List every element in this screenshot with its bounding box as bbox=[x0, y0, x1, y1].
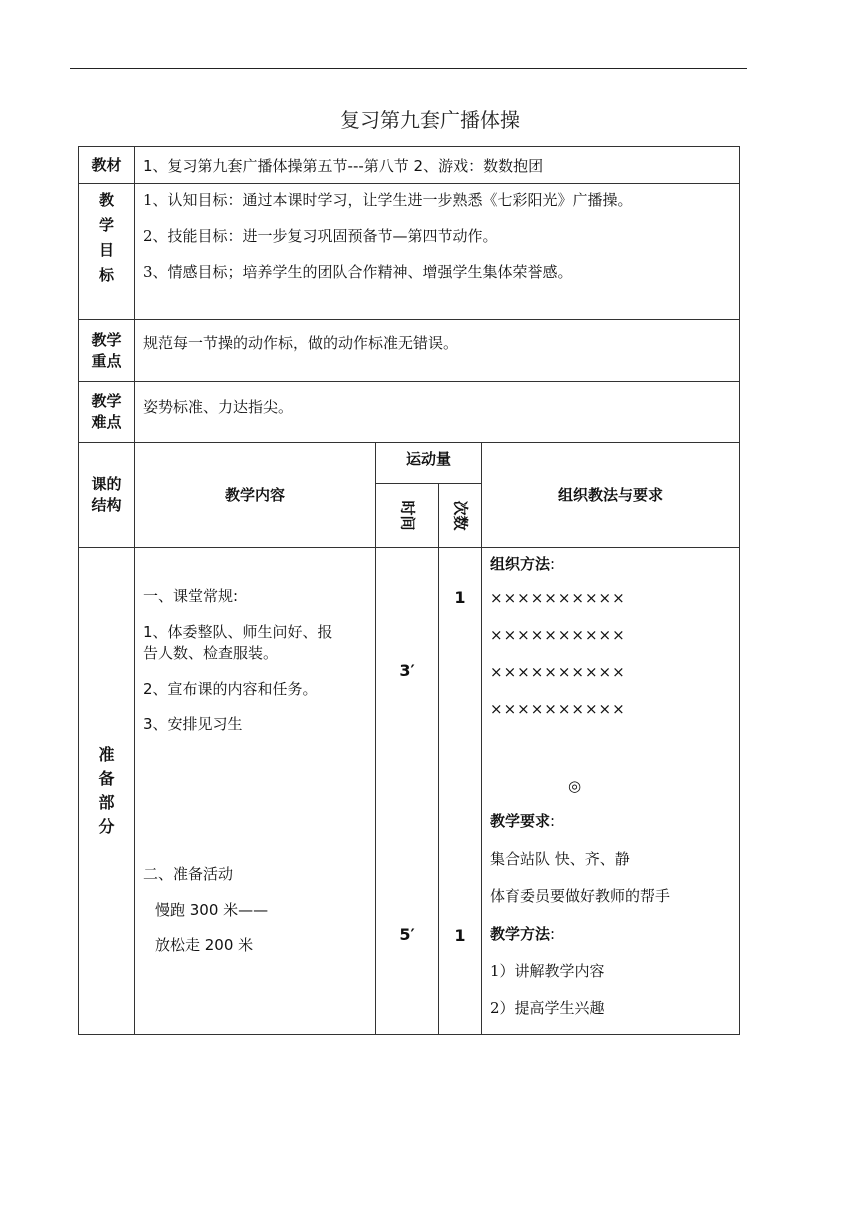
prep-count bbox=[439, 548, 482, 1035]
teacher-position-icon: ◎ bbox=[568, 777, 582, 795]
prep-time bbox=[376, 548, 439, 1035]
warmup-heading: 二、准备活动 bbox=[143, 865, 234, 883]
req-item: 集合站队 快、齐、静 bbox=[490, 850, 630, 868]
goal-number: 2、 bbox=[143, 227, 168, 245]
routine-item-cont: 告人数、检查服装。 bbox=[143, 644, 279, 662]
time-value: 5′ bbox=[399, 925, 415, 944]
colon: : bbox=[550, 812, 556, 830]
key-points-text: 规范每一节操的动作标，做的动作标准无错误。 bbox=[135, 320, 740, 382]
formation-row: ×××××××××× bbox=[490, 626, 626, 644]
goal-item bbox=[143, 225, 739, 261]
page-title: 复习第九套广播体操 bbox=[340, 108, 520, 132]
section-char: 分 bbox=[98, 817, 115, 836]
count-header bbox=[439, 484, 482, 548]
prep-method bbox=[482, 548, 740, 1035]
label-line: 结构 bbox=[91, 496, 122, 514]
way-item bbox=[490, 961, 605, 981]
label-line: 教学 bbox=[91, 392, 122, 410]
count-header-text: 次数 bbox=[451, 500, 470, 531]
org-method-label: 组织方法 bbox=[490, 555, 551, 573]
section-char: 部 bbox=[98, 793, 115, 812]
goal-text: 认知目标：通过本课时学习，让学生进一步熟悉《七彩阳光》广播操。 bbox=[167, 191, 633, 209]
label-line: 课的 bbox=[91, 475, 122, 493]
difficulties-label bbox=[79, 382, 135, 443]
count-value: 1 bbox=[454, 926, 466, 945]
way-number: 1） bbox=[490, 962, 515, 980]
time-header bbox=[376, 484, 439, 548]
colon: : bbox=[550, 925, 556, 943]
load-header: 运动量 bbox=[376, 443, 482, 484]
routine-heading: 一、课堂常规: bbox=[143, 587, 239, 605]
structure-header bbox=[79, 443, 135, 548]
way-item bbox=[490, 998, 605, 1018]
goal-number: 1、 bbox=[143, 191, 168, 209]
formation-row: ×××××××××× bbox=[490, 589, 626, 607]
warmup-jog: 慢跑 300 米—— bbox=[155, 901, 269, 919]
prep-section-label bbox=[79, 548, 135, 1035]
goals-row bbox=[79, 184, 740, 320]
routine-item: 2、宣布课的内容和任务。 bbox=[143, 680, 318, 698]
method-header: 组织教法与要求 bbox=[482, 443, 740, 548]
time-value: 3′ bbox=[399, 661, 415, 680]
goals-label-char: 标 bbox=[98, 266, 114, 284]
material-label: 教材 bbox=[79, 147, 135, 184]
lesson-plan-table bbox=[78, 146, 740, 1035]
goal-number: 3、 bbox=[143, 263, 168, 281]
prep-row bbox=[79, 548, 740, 1035]
goal-item bbox=[143, 189, 739, 225]
difficulties-row bbox=[79, 382, 740, 443]
section-char: 准 bbox=[98, 745, 115, 764]
req-label: 教学要求 bbox=[490, 812, 551, 830]
count-value: 1 bbox=[454, 588, 466, 607]
label-line: 重点 bbox=[91, 351, 122, 370]
content-header: 教学内容 bbox=[135, 443, 376, 548]
way-label: 教学方法 bbox=[490, 925, 551, 943]
goal-text: 技能目标：进一步复习巩固预备节—第四节动作。 bbox=[167, 227, 498, 245]
routine-item: 3、安排见习生 bbox=[143, 715, 243, 733]
goals-label-char: 教 bbox=[98, 191, 114, 209]
goal-item bbox=[143, 261, 739, 297]
warmup-walk: 放松走 200 米 bbox=[155, 936, 254, 954]
way-text: 提高学生兴趣 bbox=[514, 999, 605, 1017]
goal-text: 情感目标；培养学生的团队合作精神、增强学生集体荣誉感。 bbox=[167, 263, 573, 281]
label-line: 教学 bbox=[91, 330, 122, 349]
goals-list bbox=[135, 184, 740, 320]
way-number: 2） bbox=[490, 999, 515, 1017]
org-method-heading bbox=[490, 554, 555, 574]
difficulties-text: 姿势标准、力达指尖。 bbox=[135, 382, 740, 443]
req-heading bbox=[490, 811, 555, 831]
goals-label-char: 目 bbox=[98, 241, 114, 259]
way-text: 讲解教学内容 bbox=[514, 962, 605, 980]
routine-item: 1、体委整队、师生问好、报 bbox=[143, 623, 333, 641]
label-line: 难点 bbox=[91, 413, 122, 431]
colon: : bbox=[550, 555, 556, 573]
time-header-text: 时间 bbox=[398, 500, 417, 531]
section-char: 备 bbox=[98, 769, 115, 788]
header-rule bbox=[70, 68, 747, 69]
key-points-row bbox=[79, 320, 740, 382]
goals-label bbox=[79, 184, 135, 320]
prep-content bbox=[135, 548, 376, 1035]
structure-header-row bbox=[79, 443, 740, 484]
req-item: 体育委员要做好教师的帮手 bbox=[490, 887, 671, 905]
material-text: 1、复习第九套广播体操第五节---第八节 2、游戏：数数抱团 bbox=[135, 147, 740, 184]
formation-row: ×××××××××× bbox=[490, 700, 626, 718]
formation-row: ×××××××××× bbox=[490, 663, 626, 681]
goals-label-char: 学 bbox=[98, 216, 114, 234]
material-row bbox=[79, 147, 740, 184]
key-points-label bbox=[79, 320, 135, 382]
way-heading bbox=[490, 924, 555, 944]
